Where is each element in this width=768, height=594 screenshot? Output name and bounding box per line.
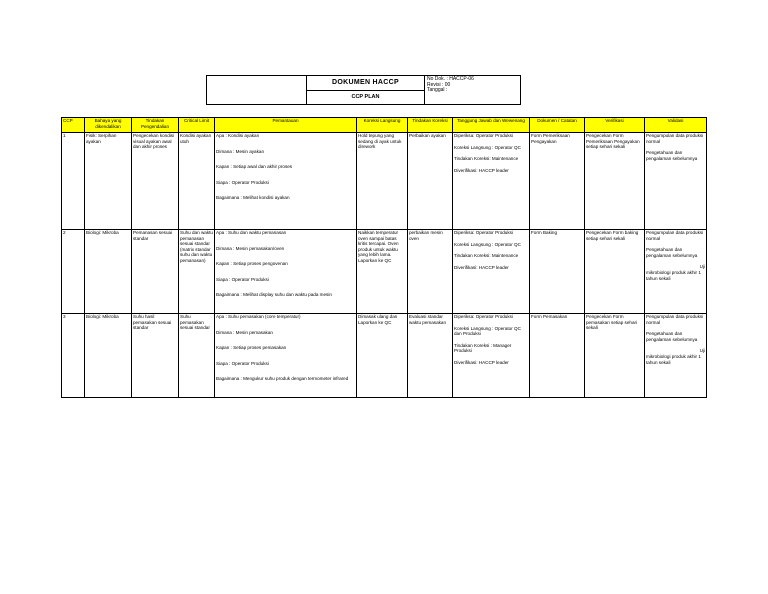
monitoring-when: Kapan : Setiap awal dan akhir proses: [216, 164, 293, 170]
validation-line: Uji: [699, 264, 705, 270]
resp-line: Tindakan Koreksi: Maintenance: [454, 253, 519, 259]
critical-limit: Kondisi ayakan utuh: [179, 133, 215, 230]
monitoring: [215, 314, 357, 398]
monitoring-where: Dimana : Mesin pemasakan: [216, 329, 273, 335]
document-header: [206, 75, 521, 105]
resp-line: Diperiksa: Operator Produksi: [454, 314, 513, 319]
table-row: [62, 314, 707, 398]
resp-line: Diverifikasi: HACCP leader: [454, 359, 509, 365]
monitoring-when: Kapan : Setiap proses pemasakan: [216, 345, 287, 351]
critical-limit: Suhu pemasakan sesuai standar: [179, 314, 215, 398]
direct-correction: Dimasak ulang dan Laporkan ke QC: [357, 314, 408, 398]
ccp-number: 3: [62, 314, 85, 398]
col-header: Pemantauan: [215, 118, 357, 133]
resp-line: Koreksi Langsung : Operator QC: [454, 144, 521, 150]
critical-limit: Suhu dan waktu pemanasan sesuai standar (matrix standar suhu dan waktu pemanasan): [179, 230, 215, 314]
ccp-number: 1: [62, 133, 85, 230]
table-row: [62, 133, 707, 230]
validation-line: Pengetahuan dan pengalaman sebelumnya: [646, 331, 698, 342]
col-header: Critical Limit: [179, 118, 215, 133]
direct-correction: Naikkan temperatur oven sampai batas kritis tercapai. Oven produk untuk waktu yang lebih lama. Laporkan ke QC: [357, 230, 408, 314]
monitoring-when: Kapan : Setiap proses pengovenan: [216, 261, 288, 267]
resp-line: Diverifikasi: HACCP leader: [454, 264, 509, 270]
monitoring-how: Bagaimana : Melihat kondisi ayakan: [216, 195, 290, 201]
revision: Revisi : 00: [427, 81, 451, 88]
resp-line: Koreksi Langsung : Operator QC: [454, 241, 521, 247]
resp-line: Diverifikasi: HACCP leader: [454, 167, 509, 173]
doc-number: No Dok. : HACCP-06: [427, 76, 474, 82]
validation: [645, 230, 707, 314]
responsibility: [453, 230, 530, 314]
document-record: Form Pemasakan: [530, 314, 585, 398]
verification: Pengecekan Form pemasakan setiap sehari sekali: [585, 314, 645, 398]
validation-line: mikrobiologi produk akhir 1 tahun sekali: [646, 269, 701, 281]
monitoring-where: Dimana : Mesin pemasakan/oven: [216, 245, 285, 251]
control-action: Pengecekan kondisi visual ayakan awal dan akhir proses: [132, 133, 179, 230]
responsibility: [453, 314, 530, 398]
document-title: DOKUMEN HACCP: [307, 76, 425, 91]
monitoring-what: Apa : Kondisi ayakan: [216, 133, 260, 138]
validation-line: Pengumpulan data produksi normal: [646, 314, 704, 325]
resp-line: Koreksi Langsung : Operator QC dan Produksi: [454, 325, 521, 337]
hazard: Biologi: Mikroba: [85, 230, 132, 314]
resp-line: Tindakan Koreksi: Maintenance: [454, 156, 519, 162]
control-action: Pemanasan sesuai standar: [132, 230, 179, 314]
monitoring-how: Bagaimana : Melihat display suhu dan waktu pada mesin: [216, 292, 332, 298]
hazard: Biologi: Mikroba: [85, 314, 132, 398]
date: Tanggal :: [427, 87, 448, 94]
table-row: [62, 230, 707, 314]
validation-line: Pengumpulan data produksi normal: [646, 230, 704, 241]
validation: [645, 314, 707, 398]
hazard: Fisik: Serpihan ayakan: [85, 133, 132, 230]
monitoring-who: Siapa : Operator Produksi: [216, 360, 269, 366]
col-header: Bahaya yang dikendalikan: [85, 118, 132, 133]
col-header: CCP: [62, 118, 85, 133]
verification: Pengecekan Form Pemeriksaan Pengayakan setiap sehari sekali: [585, 133, 645, 230]
monitoring-what: Apa : Suhu pemasakan (core temperatur): [216, 314, 301, 319]
col-header: Tindakan Koreksi: [408, 118, 453, 133]
col-header: Validasi: [645, 118, 707, 133]
monitoring-where: Dimana : Mesin ayakan: [216, 148, 265, 154]
col-header: Tindakan Pengendalian: [132, 118, 179, 133]
document-record: Form Pemeriksaan Pengayakan: [530, 133, 585, 230]
verification: Pengecekan Form baking setiap sehari sekali: [585, 230, 645, 314]
monitoring-who: Siapa : Operator Produksi: [216, 276, 269, 282]
ccp-number: 2: [62, 230, 85, 314]
document-meta: [426, 76, 520, 104]
validation-line: Uji: [699, 348, 705, 354]
direct-correction: Hold tepung yang sedang di ayak untuk dirework: [357, 133, 408, 230]
col-header: Verifikasi: [585, 118, 645, 133]
monitoring: [215, 133, 357, 230]
resp-line: Tindakan Koreksi : Manager Produksi: [454, 342, 512, 354]
ccp-plan-table: [61, 117, 707, 398]
col-header: Tanggung Jawab dan Wewenang: [453, 118, 530, 133]
control-action: Suhu hasil pemasakan sesuai standar: [132, 314, 179, 398]
plan-title: CCP PLAN: [307, 91, 425, 104]
validation: [645, 133, 707, 230]
document-record: Form Baking: [530, 230, 585, 314]
corrective-action: Perbaikan ayakan: [408, 133, 453, 230]
responsibility: [453, 133, 530, 230]
resp-line: Diperiksa: Operator Produksi: [454, 133, 513, 138]
corrective-action: Evaluasi standar waktu pemasakan: [408, 314, 453, 398]
validation-line: mikrobiologi produk akhir 1 tahun sekali: [646, 353, 701, 365]
monitoring-how: Bagaimana : Mengukur suhu produk dengan termometer infrared: [216, 376, 349, 382]
monitoring-who: Siapa : Operator Produksi: [216, 179, 269, 185]
validation-line: Pengumpulan data produksi normal: [646, 133, 704, 144]
col-header: Koreksi Langsung: [357, 118, 408, 133]
logo-placeholder: [207, 76, 307, 104]
monitoring-what: Apa : Suhu dan waktu pemanasan: [216, 230, 287, 235]
corrective-action: perbaikan mesin oven: [408, 230, 453, 314]
resp-line: Diperiksa: Operator Produksi: [454, 230, 513, 235]
validation-line: Pengetahuan dan pengalaman sebelumnya: [646, 247, 698, 258]
validation-line: Pengetahuan dan pengalaman sebelumnya: [646, 150, 698, 161]
monitoring: [215, 230, 357, 314]
table-header-row: [62, 118, 707, 133]
col-header: Dokumen / Catatan: [530, 118, 585, 133]
